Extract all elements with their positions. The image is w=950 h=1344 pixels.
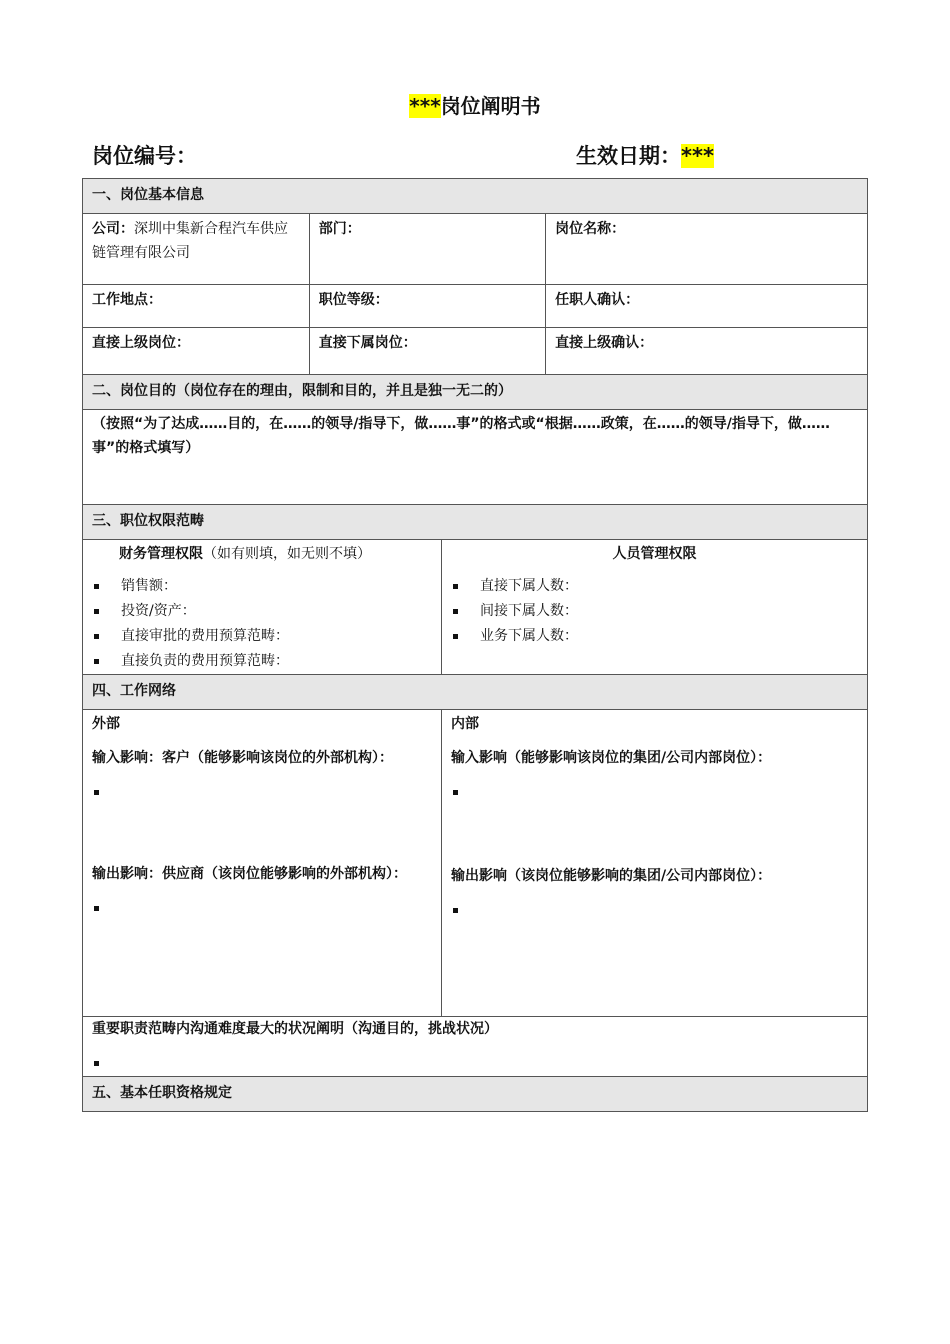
list-item: 销售额： [92, 574, 432, 599]
bullet-marker [451, 780, 858, 804]
internal-label: 内部 [451, 716, 479, 732]
communication-cell [83, 1017, 868, 1077]
internal-output: 输出影响（该岗位能够影响的集团/公司内部岗位）： [451, 868, 772, 884]
list-item: 直接审批的费用预算范畴： [92, 624, 432, 649]
job-description-table [82, 178, 868, 1112]
list-item: 直接负责的费用预算范畴： [92, 649, 432, 674]
section5-header: 五、基本任职资格规定 [83, 1077, 868, 1112]
effective-date-label: 生效日期： [576, 144, 681, 168]
post-name-label: 岗位名称： [555, 221, 626, 237]
hr-authority-cell [442, 540, 868, 675]
section3-header: 三、职位权限范畴 [83, 505, 868, 540]
company-cell [83, 214, 309, 284]
finance-note: （如有则填，如无则不填） [203, 546, 371, 562]
hr-title: 人员管理权限 [612, 546, 697, 562]
section2-header: 二、岗位目的（岗位存在的理由，限制和目的，并且是独一无二的） [83, 375, 868, 410]
incumbent-confirm-label: 任职人确认： [546, 284, 867, 327]
bullet-marker [451, 898, 858, 922]
finance-authority-cell [83, 540, 442, 675]
section4-header: 四、工作网络 [83, 675, 868, 710]
external-output: 输出影响：供应商（该岗位能够影响的外部机构）： [92, 866, 407, 882]
communication-text: 重要职责范畴内沟通难度最大的状况阐明（沟通目的，挑战状况） [92, 1021, 498, 1037]
work-location-label: 工作地点： [83, 284, 309, 327]
internal-input: 输入影响（能够影响该岗位的集团/公司内部岗位）： [451, 750, 772, 766]
title-text: 岗位阐明书 [440, 94, 541, 118]
hr-list [451, 574, 858, 649]
external-label: 外部 [92, 716, 120, 732]
document-title [0, 90, 950, 119]
finance-list [92, 574, 432, 674]
bullet-marker [92, 896, 432, 920]
effective-date-value: *** [681, 144, 714, 168]
bullet-marker [92, 1051, 858, 1075]
finance-title: 财务管理权限 [119, 546, 203, 562]
external-input: 输入影响：客户（能够影响该岗位的外部机构）： [92, 750, 393, 766]
superior-confirm-label: 直接上级确认： [546, 327, 867, 374]
external-network-cell [83, 710, 442, 1017]
basic-info-grid [83, 214, 867, 374]
internal-network-cell [442, 710, 868, 1017]
effective-date [576, 140, 714, 170]
section1-header: 一、岗位基本信息 [83, 179, 868, 214]
post-number-label: 岗位编号： [92, 144, 197, 168]
list-item: 直接下属人数： [451, 574, 858, 599]
purpose-instruction: （按照“为了达成……目的，在……的领导/指导下，做……事”的格式或“根据……政策，在……的领导/指导下，做……事”的格式填写） [83, 410, 868, 505]
job-grade-label: 职位等级： [309, 284, 545, 327]
company-label: 公司： [92, 221, 134, 237]
list-item: 投资/资产： [92, 599, 432, 624]
department-label: 部门： [309, 214, 545, 284]
title-marker: *** [409, 94, 441, 118]
company-value: 深圳中集新合程汽车供应链管理有限公司 [92, 221, 288, 261]
direct-superior-label: 直接上级岗位： [83, 327, 309, 374]
list-item: 间接下属人数： [451, 599, 858, 624]
list-item: 业务下属人数： [451, 624, 858, 649]
bullet-marker [92, 780, 432, 804]
direct-subordinate-label: 直接下属岗位： [309, 327, 545, 374]
